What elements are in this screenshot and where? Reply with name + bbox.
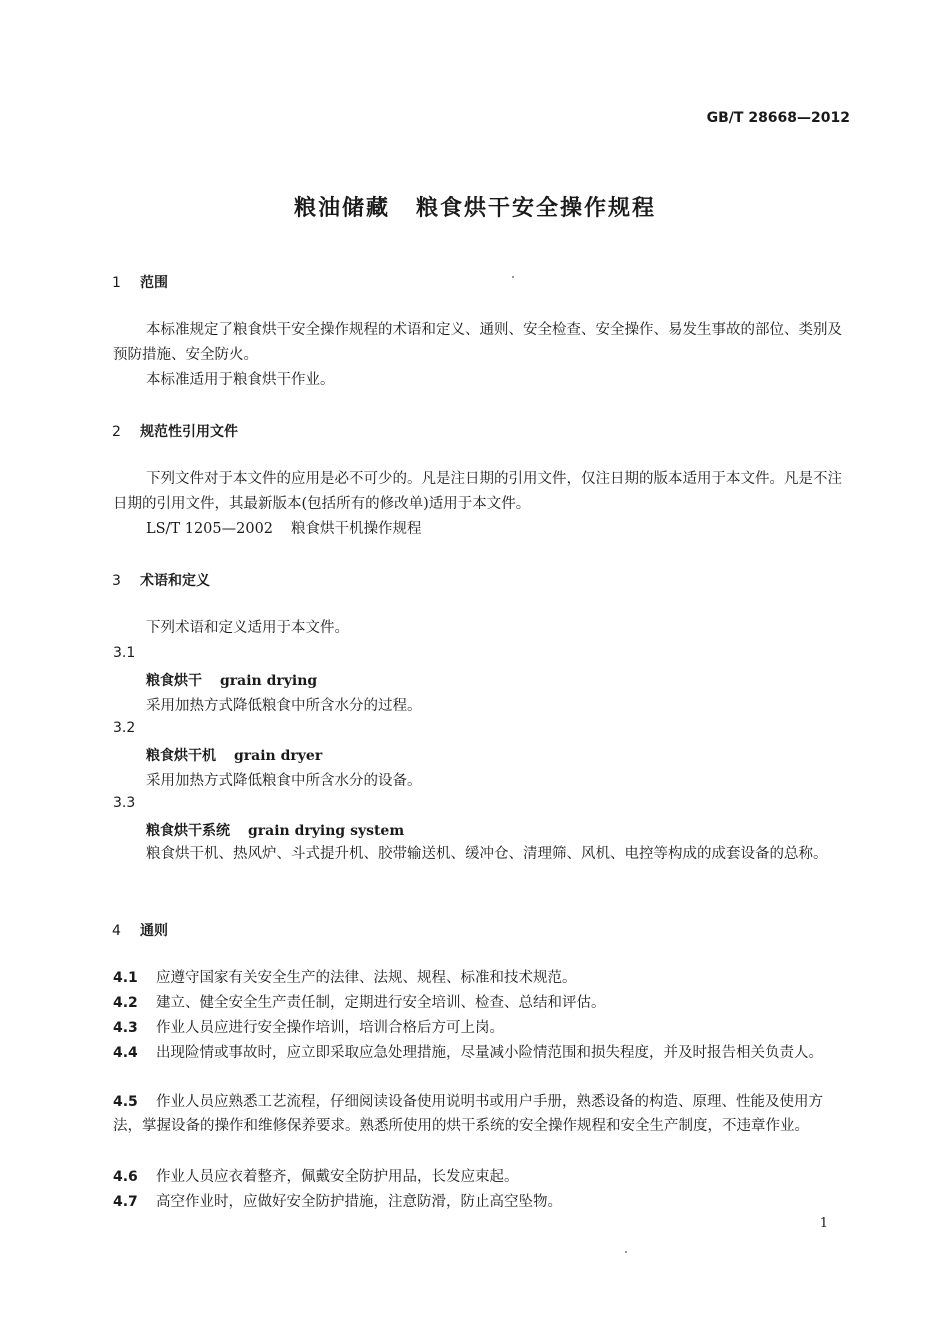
section-3-heading xyxy=(112,570,210,590)
term-zh: 粮食烘干系统 xyxy=(146,823,230,839)
reference-code: LS/T 1205—2002 xyxy=(146,521,274,537)
term-zh: 粮食烘干机 xyxy=(146,748,216,764)
reference-entry xyxy=(146,517,422,538)
term-heading xyxy=(146,745,322,765)
term-definition: 采用加热方式降低粮食中所含水分的过程。 xyxy=(146,698,422,714)
section-2-heading xyxy=(112,421,238,441)
normative-references-paragraph: 下列文件对于本文件的应用是必不可少的。凡是注日期的引用文件，仅注日期的版本适用于本文件。凡是不注日期的引用文件，其最新版本(包括所有的修改单)适用于本文件。 xyxy=(113,471,842,512)
clause-number: 4.3 xyxy=(113,1020,138,1036)
section-number: 3 xyxy=(112,573,121,589)
title-part1: 粮油储藏 xyxy=(293,196,390,221)
standard-number: GB/T 28668—2012 xyxy=(706,110,850,126)
clause-number: 4.1 xyxy=(113,970,138,986)
section-1-heading xyxy=(112,272,168,292)
clause-number: 4.4 xyxy=(113,1045,138,1061)
term-definition: 采用加热方式降低粮食中所含水分的设备。 xyxy=(146,773,422,789)
scope-applicability: 本标准适用于粮食烘干作业。 xyxy=(146,372,335,388)
terms-intro: 下列术语和定义适用于本文件。 xyxy=(146,620,349,636)
clause-number: 4.6 xyxy=(113,1169,138,1185)
section-number: 4 xyxy=(112,923,121,939)
term-en: grain drying xyxy=(220,673,318,689)
term-en: grain drying system xyxy=(248,823,405,839)
clause-item xyxy=(113,1190,849,1214)
clause-text: 建立、健全安全生产责任制，定期进行安全培训、检查、总结和评估。 xyxy=(156,995,606,1011)
term-number: 3.2 xyxy=(113,720,136,736)
clause-number: 4.7 xyxy=(113,1194,138,1210)
term-heading xyxy=(146,670,317,690)
section-4-heading xyxy=(112,920,168,940)
clause-item xyxy=(113,1041,849,1065)
page-number: 1 xyxy=(819,1216,828,1231)
scan-speck xyxy=(512,276,514,278)
clause-number: 4.2 xyxy=(113,995,138,1011)
clause-text: 应遵守国家有关安全生产的法律、法规、规程、标准和技术规范。 xyxy=(156,970,577,986)
clause-item xyxy=(113,1165,849,1189)
scan-speck xyxy=(625,1251,627,1253)
reference-title: 粮食烘干机操作规程 xyxy=(291,521,422,537)
clause-text: 作业人员应衣着整齐，佩戴安全防护用品，长发应束起。 xyxy=(156,1169,519,1185)
section-title: 范围 xyxy=(140,275,168,291)
section-title: 规范性引用文件 xyxy=(140,424,238,440)
clause-text: 高空作业时，应做好安全防护措施，注意防滑，防止高空坠物。 xyxy=(156,1194,562,1210)
section-title: 通则 xyxy=(140,923,168,939)
term-heading xyxy=(146,820,404,840)
document-title xyxy=(0,191,950,222)
clause-text: 作业人员应熟悉工艺流程，仔细阅读设备使用说明书或用户手册，熟悉设备的构造、原理、性能及使用方法，掌握设备的操作和维修保养要求。熟悉所使用的烘干系统的安全操作规程和安全生产制度，不违章作业。 xyxy=(113,1094,823,1134)
section-number: 2 xyxy=(112,424,121,440)
clause-text: 出现险情或事故时，应立即采取应急处理措施，尽量减小险情范围和损失程度，并及时报告相关负责人。 xyxy=(156,1045,823,1061)
term-en: grain dryer xyxy=(234,748,323,764)
term-number: 3.1 xyxy=(113,645,136,661)
scope-paragraph: 本标准规定了粮食烘干安全操作规程的术语和定义、通则、安全检查、安全操作、易发生事故的部位、类别及预防措施、安全防火。 xyxy=(113,322,842,363)
clause-item xyxy=(113,991,849,1015)
clause-item xyxy=(113,1016,849,1040)
term-number: 3.3 xyxy=(113,795,136,811)
clause-number: 4.5 xyxy=(113,1094,138,1110)
title-part2: 粮食烘干安全操作规程 xyxy=(416,196,657,221)
section-title: 术语和定义 xyxy=(140,573,210,589)
clause-text: 作业人员应进行安全操作培训，培训合格后方可上岗。 xyxy=(156,1020,504,1036)
section-number: 1 xyxy=(112,275,121,291)
clause-item xyxy=(113,966,849,990)
clause-item xyxy=(113,1090,849,1138)
term-zh: 粮食烘干 xyxy=(146,673,202,689)
term-definition: 粮食烘干机、热风炉、斗式提升机、胶带输送机、缓冲仓、清理筛、风机、电控等构成的成套设备的总称。 xyxy=(146,846,828,862)
